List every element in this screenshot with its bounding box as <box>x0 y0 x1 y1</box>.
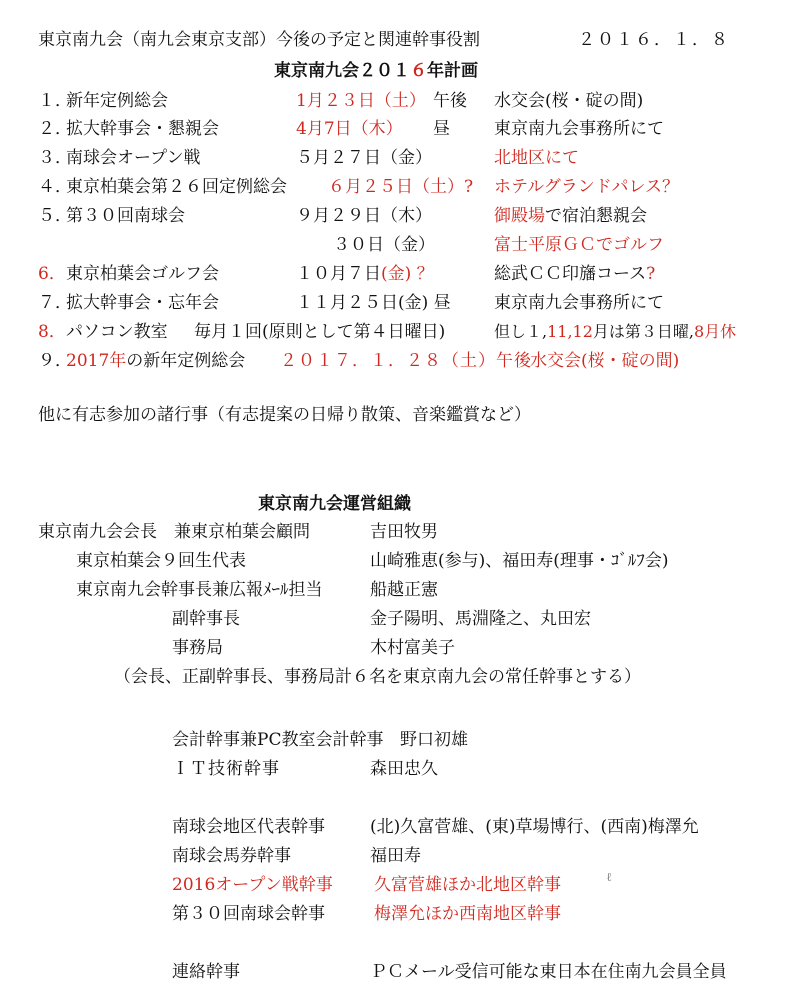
plan-item-5-number: ５． <box>38 206 72 226</box>
org-role-class-rep: 東京柏葉会９回生代表 <box>76 551 246 571</box>
plan-item-1-date: 1月２３日（土） <box>296 91 426 111</box>
plan-item-5-place-2: 富士平原ＧＣでゴルフ <box>494 235 664 255</box>
document-title: 東京南九会（南九会東京支部）今後の予定と関連幹事役割 <box>38 30 480 50</box>
org-name-secretary-general: 船越正憲 <box>370 580 438 600</box>
org-name-office: 木村富美子 <box>370 638 455 658</box>
plan-item-9-date: ２０１７．１．２８（土）午後 <box>280 351 532 371</box>
org-role-president: 東京南九会会長 兼東京柏葉会顧問 <box>38 522 310 542</box>
pen-mark: ℓ <box>606 870 612 884</box>
plan-item-3-place: 北地区にて <box>494 148 579 168</box>
other-events-note: 他に有志参加の諸行事（有志提案の日帰り散策、音楽鑑賞など） <box>38 405 531 425</box>
plan-item-5-place: 御殿場で宿泊懇親会 <box>494 206 647 226</box>
plan-item-1-name: 新年定例総会 <box>66 91 168 111</box>
plan-item-6-date: １０月７日(金) ？ <box>296 264 434 284</box>
org-role-secretary-general: 東京南九会幹事長兼広報ﾒｰﾙ担当 <box>76 580 323 600</box>
plan-item-2-date: 4月7日（木） <box>296 119 403 139</box>
org-role-betting: 南球会馬券幹事 <box>172 846 291 866</box>
plan-item-8-note: 但し１,11,12月は第３日曜,8月休 <box>494 322 737 341</box>
org-name-contact: ＰＣメール受信可能な東日本在住南九会員全員 <box>370 962 727 982</box>
plan-item-6-number: 6． <box>38 264 66 284</box>
org-name-district: (北)久富菅雄、(東)草場博行、(西南)梅澤允 <box>370 817 699 837</box>
plan-item-8-detail: 毎月１回(原則として第４日曜日) <box>194 322 446 342</box>
org-name-tournament: 梅澤允ほか西南地区幹事 <box>374 904 561 924</box>
org-name-vice: 金子陽明、馬淵隆之、丸田宏 <box>370 609 591 629</box>
plan-item-9-place: 水交会(桜・碇の間) <box>530 351 680 371</box>
plan-item-9-name: 2017年の新年定例総会 <box>66 351 246 371</box>
org-role-open: 2016オープン戦幹事 <box>172 875 333 895</box>
org-role-district: 南球会地区代表幹事 <box>172 817 325 837</box>
plan-item-4-date: ６月２５日（土）? <box>328 177 474 197</box>
plan-item-2-place: 東京南九会事務所にて <box>494 119 664 139</box>
plan-item-4-place: ホテルグランドパレス？ <box>494 177 679 197</box>
plan-item-3-number: ３． <box>38 148 72 168</box>
plan-item-7-date: １１月２５日(金) 昼 <box>296 293 451 313</box>
plan-item-2-time: 昼 <box>433 119 450 139</box>
org-heading: 東京南九会運営組織 <box>258 494 411 514</box>
org-role-contact: 連絡幹事 <box>172 962 240 982</box>
plan-item-1-place: 水交会(桜・碇の間) <box>494 91 644 111</box>
plan-item-4-number: ４． <box>38 177 72 197</box>
org-name-betting: 福田寿 <box>370 846 421 866</box>
org-name-accounting: 野口初雄 <box>400 730 468 750</box>
plan-item-7-place: 東京南九会事務所にて <box>494 293 664 313</box>
plan-item-7-number: ７． <box>38 293 72 313</box>
org-role-office: 事務局 <box>172 638 223 658</box>
org-note: （会長、正副幹事長、事務局計６名を東京南九会の常任幹事とする） <box>114 667 641 687</box>
plan-item-2-name: 拡大幹事会・懇親会 <box>66 119 219 139</box>
org-name-president: 吉田牧男 <box>370 522 438 542</box>
org-role-it: ＩＴ技術幹事 <box>172 759 280 779</box>
org-name-class-rep: 山崎雅恵(参与)、福田寿(理事・ｺﾞﾙﾌ会) <box>370 551 669 571</box>
org-name-it: 森田忠久 <box>370 759 438 779</box>
plan-item-8-name: パソコン教室 <box>66 322 168 342</box>
org-name-open: 久富菅雄ほか北地区幹事 <box>374 875 561 895</box>
plan-item-3-name: 南球会オープン戦 <box>66 148 201 168</box>
plan-item-8-number: 8． <box>38 322 66 342</box>
plan-item-5-name: 第３０回南球会 <box>66 206 185 226</box>
org-role-accounting: 会計幹事兼PC教室会計幹事 <box>172 730 384 750</box>
plan-item-5-date: ９月２９日（木） <box>296 206 432 226</box>
plan-item-7-name: 拡大幹事会・忘年会 <box>66 293 219 313</box>
plan-item-6-name: 東京柏葉会ゴルフ会 <box>66 264 219 284</box>
plan-item-5-date-2: ３０日（金） <box>333 235 435 255</box>
plan-item-1-time: 午後 <box>433 91 467 111</box>
plan-item-9-number: ９． <box>38 351 72 371</box>
plan-item-2-number: ２． <box>38 119 72 139</box>
plan-item-6-place: 総武ＣＣ印旛コース? <box>494 264 656 284</box>
org-role-vice: 副幹事長 <box>172 609 240 629</box>
plan-item-4-name: 東京柏葉会第２６回定例総会 <box>66 177 287 197</box>
document-date: ２０１６．１．８ <box>578 30 730 50</box>
plan-item-1-number: １． <box>38 91 72 111</box>
plan-item-3-date: ５月２７日（金） <box>296 148 432 168</box>
plan-heading: 東京南九会２０１６年計画 <box>274 61 478 81</box>
org-role-tournament: 第３０回南球会幹事 <box>172 904 325 924</box>
